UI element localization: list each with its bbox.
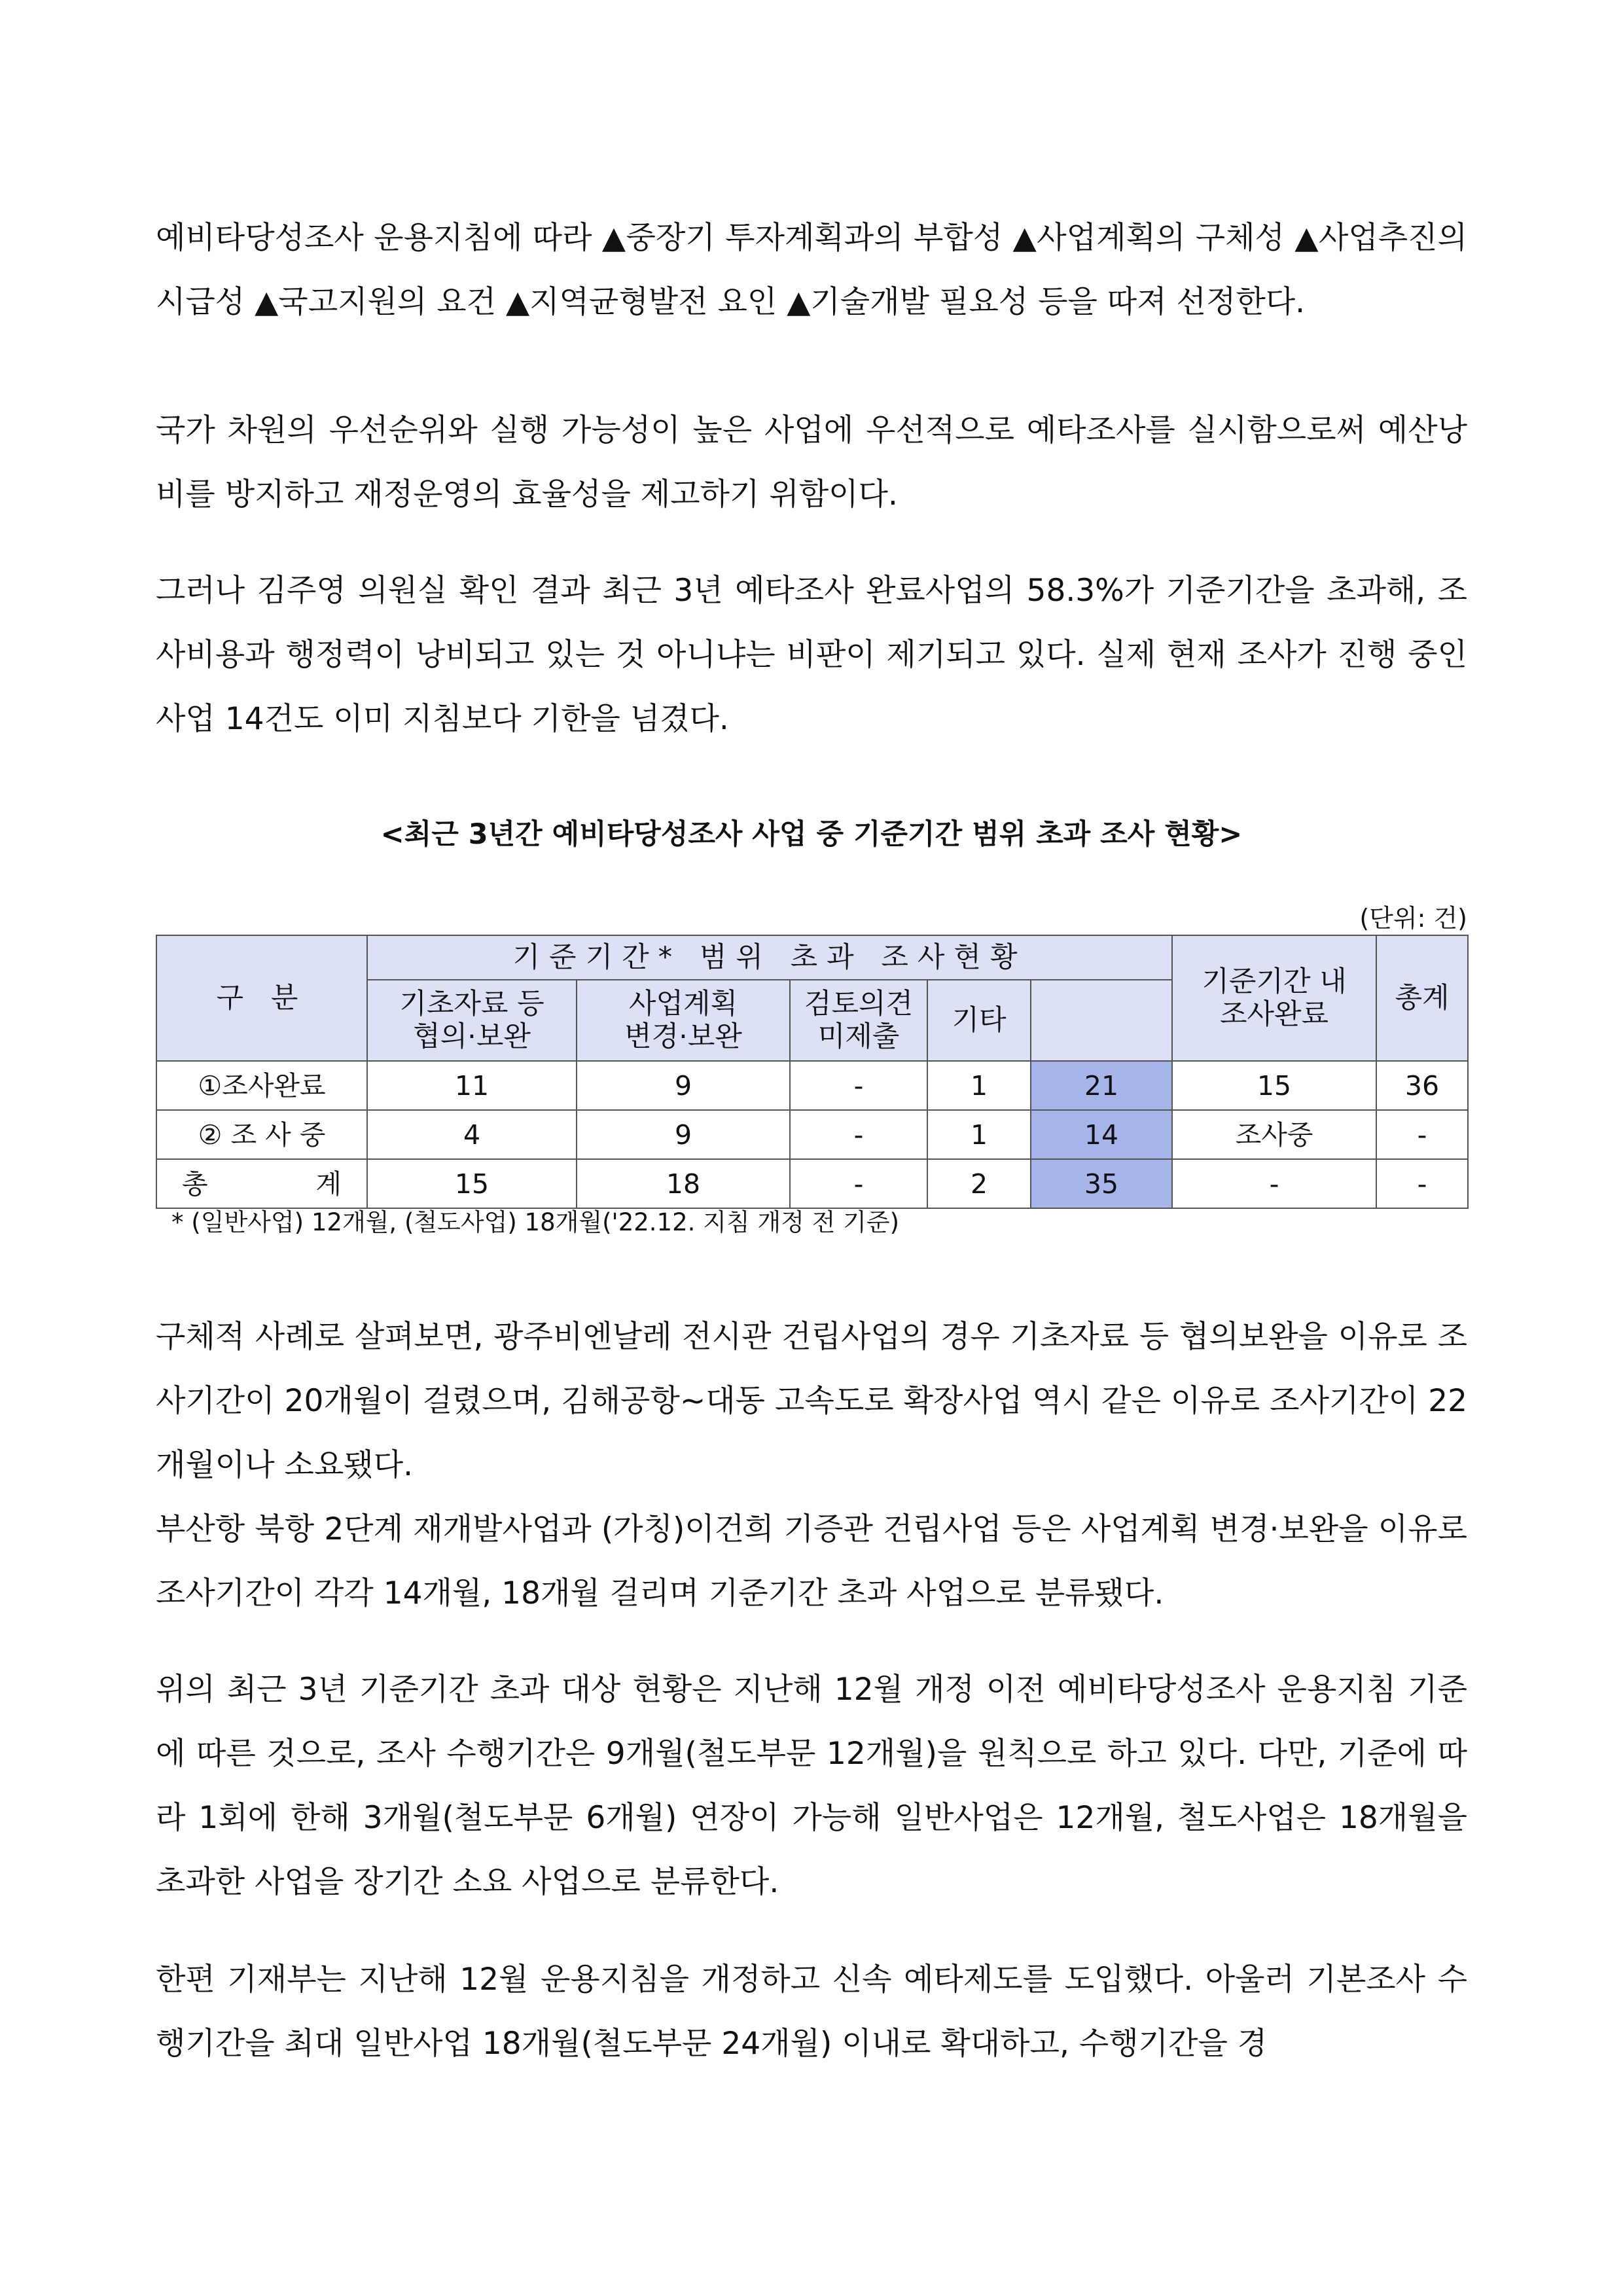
table-row (156, 1110, 1468, 1159)
header-plan-change: 사업계획 변경·보완 (577, 980, 790, 1061)
cell: 조사중 (1172, 1110, 1376, 1159)
cell-subtotal: 14 (1031, 1110, 1172, 1159)
row-label-total (156, 1159, 367, 1208)
cell: 36 (1376, 1061, 1468, 1110)
cell: 15 (367, 1159, 577, 1208)
row-label-completed: ①조사완료 (156, 1061, 367, 1110)
header-within-period: 기준기간 내 조사완료 (1172, 935, 1376, 1061)
cell-subtotal: 35 (1031, 1159, 1172, 1208)
header-category: 구 분 (156, 935, 367, 1061)
row-label-total-part: 총 (182, 1168, 208, 1200)
cell: - (1376, 1159, 1468, 1208)
row-label-in-progress: ② 조 사 중 (156, 1110, 367, 1159)
cell: 11 (367, 1061, 577, 1110)
cell: - (1376, 1110, 1468, 1159)
survey-status-table (156, 935, 1469, 1209)
table-caption: <최근 3년간 예비타당성조사 사업 중 기준기간 범위 초과 조사 현황> (380, 818, 1243, 851)
cell: 18 (577, 1159, 790, 1208)
cell: 1 (927, 1061, 1031, 1110)
table-header-row (156, 935, 1468, 980)
cell: - (790, 1110, 927, 1159)
paragraph-reclassified: 부산항 북항 2단계 재개발사업과 (가칭)이건희 기증관 건립사업 등은 사업계획 변경·보완을 이유로 조사기간이 각각 14개월, 18개월 걸리며 기준기간 초과 사업으로 분류됐다. (156, 1511, 1467, 1611)
table-row (156, 1159, 1468, 1208)
cell: - (790, 1159, 927, 1208)
paragraph-criteria-note: 위의 최근 3년 기준기간 초과 대상 현황은 지난해 12월 개정 이전 예비타당성조사 운용지침 기준에 따른 것으로, 조사 수행기간은 9개월(철도부문 12개월)을 원칙으로 하고 있다. 다만, 기준에 따라 1회에 한해 3개월(철도부문 6개월) 연장이 가능해 일반사업은 12개월, 철도사업은 18개월을 초과한 사업을 장기간 소요 사업으로 분류한다. (156, 1672, 1467, 1900)
header-review-missing: 검토의견 미제출 (790, 980, 927, 1061)
header-basic-data: 기초자료 등 협의·보완 (367, 980, 577, 1061)
cell: 9 (577, 1061, 790, 1110)
cell: - (790, 1061, 927, 1110)
cell: - (1172, 1159, 1376, 1208)
paragraph-selection-criteria: 예비타당성조사 운용지침에 따라 ▲중장기 투자계획과의 부합성 ▲사업계획의 구체성 ▲사업추진의 시급성 ▲국고지원의 요건 ▲지역균형발전 요인 ▲기술개발 필요성 등을 따져 선정한다. (156, 220, 1467, 320)
header-overrun-group: 기준기간* 범위 초과 조사현황 (367, 935, 1172, 980)
cell: 15 (1172, 1061, 1376, 1110)
paragraph-purpose: 국가 차원의 우선순위와 실행 가능성이 높은 사업에 우선적으로 예타조사를 실시함으로써 예산낭비를 방지하고 재정운영의 효율성을 제고하기 위함이다. (156, 412, 1467, 512)
header-other: 기타 (927, 980, 1031, 1061)
cell: 4 (367, 1110, 577, 1159)
paragraph-overrun: 그러나 김주영 의원실 확인 결과 최근 3년 예타조사 완료사업의 58.3%가 기준기간을 초과해, 조사비용과 행정력이 낭비되고 있는 것 아니냐는 비판이 제기되고 있다. 실제 현재 조사가 진행 중인 사업 14건도 이미 지침보다 기한을 넘겼다. (156, 573, 1467, 737)
row-label-total-part: 계 (315, 1168, 342, 1200)
cell: 1 (927, 1110, 1031, 1159)
header-subtotal (1031, 980, 1172, 1061)
cell: 9 (577, 1110, 790, 1159)
table-footnote: * (일반사업) 12개월, (철도사업) 18개월('22.12. 지침 개정 전 기준) (171, 1208, 900, 1236)
paragraph-reform: 한편 기재부는 지난해 12월 운용지침을 개정하고 신속 예타제도를 도입했다. 아울러 기본조사 수행기간을 최대 일반사업 18개월(철도부문 24개월) 이내로 확대하고, 수행기간을 경 (156, 1962, 1467, 2062)
header-total: 총계 (1376, 935, 1468, 1061)
cell-subtotal: 21 (1031, 1061, 1172, 1110)
table-row (156, 1061, 1468, 1110)
paragraph-cases: 구체적 사례로 살펴보면, 광주비엔날레 전시관 건립사업의 경우 기초자료 등 협의보완을 이유로 조사기간이 20개월이 걸렸으며, 김해공항~대동 고속도로 확장사업 역시 같은 이유로 조사기간이 22개월이나 소요됐다. (156, 1319, 1467, 1483)
cell: 2 (927, 1159, 1031, 1208)
table-unit: (단위: 건) (1359, 904, 1467, 933)
